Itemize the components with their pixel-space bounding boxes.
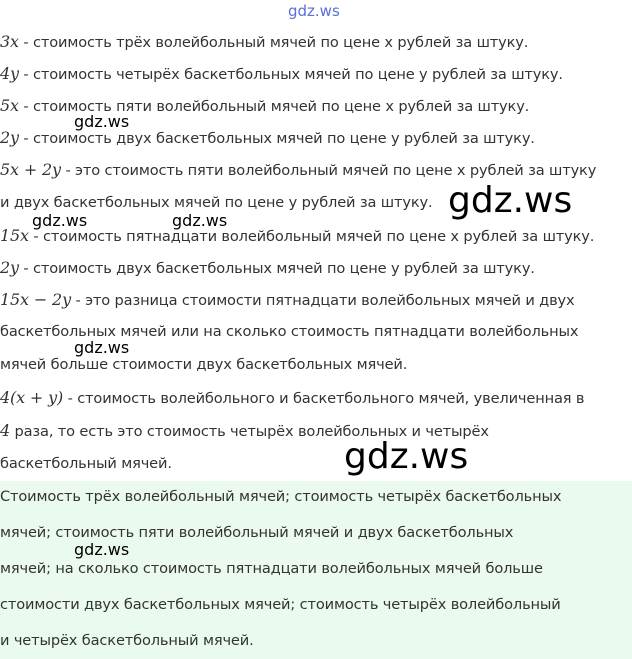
math-expression: 2y bbox=[0, 128, 19, 147]
math-expression: 4(x + y) bbox=[0, 388, 64, 407]
solution-line bbox=[0, 388, 584, 409]
answer-line: мячей; стоимость пяти волейбольный мячей и двух баскетбольных bbox=[0, 524, 514, 541]
line-text: - стоимость волейбольного и баскетбольного мячей, увеличенная в bbox=[63, 390, 585, 407]
math-expression: 5x bbox=[0, 96, 19, 115]
line-text: баскетбольных мячей или на сколько стоимость пятнадцати волейбольных bbox=[0, 323, 579, 340]
math-expression: 5x + 2y bbox=[0, 160, 61, 179]
solution-line bbox=[0, 258, 535, 279]
solution-line bbox=[0, 160, 596, 181]
line-text: раза, то есть это стоимость четырёх волейбольных и четырёх bbox=[10, 423, 489, 440]
math-expression: 15x bbox=[0, 226, 29, 245]
watermark: gdz.ws bbox=[32, 211, 88, 230]
answer-line: и четырёх баскетбольный мячей. bbox=[0, 632, 254, 649]
watermark: gdz.ws bbox=[172, 211, 228, 230]
solution-line bbox=[0, 128, 535, 149]
math-expression: 4 bbox=[0, 421, 11, 440]
line-text: - стоимость двух баскетбольных мячей по цене y рублей за штуку. bbox=[18, 260, 535, 277]
line-text: и двух баскетбольных мячей по цене y рублей за штуку. bbox=[0, 194, 433, 211]
watermark: gdz.ws bbox=[448, 180, 573, 221]
watermark: gdz.ws bbox=[74, 338, 130, 357]
solution-line bbox=[0, 32, 528, 53]
line-text: - стоимость четырёх баскетбольных мячей по цене y рублей за штуку. bbox=[18, 66, 563, 83]
solution-line bbox=[0, 226, 594, 247]
watermark: gdz.ws bbox=[288, 2, 340, 20]
line-text: - это стоимость пяти волейбольный мячей по цене x рублей за штуку bbox=[60, 162, 597, 179]
solution-line bbox=[0, 193, 432, 213]
line-text: мячей больше стоимости двух баскетбольных мячей. bbox=[0, 356, 408, 373]
solution-line bbox=[0, 454, 172, 474]
answer-line: Стоимость трёх волейбольный мячей; стоимость четырёх баскетбольных bbox=[0, 488, 562, 505]
line-text: - стоимость пятнадцати волейбольный мячей по цене x рублей за штуку. bbox=[28, 228, 595, 245]
solution-line bbox=[0, 64, 563, 85]
math-expression: 3x bbox=[0, 32, 19, 51]
line-text: - это разница стоимости пятнадцати волейбольных мячей и двух bbox=[70, 292, 575, 309]
line-text: - стоимость двух баскетбольных мячей по цене y рублей за штуку. bbox=[18, 130, 535, 147]
solution-line bbox=[0, 355, 407, 375]
line-text: баскетбольный мячей. bbox=[0, 455, 172, 472]
solution-line bbox=[0, 290, 575, 311]
math-expression: 2y bbox=[0, 258, 19, 277]
math-expression: 4y bbox=[0, 64, 19, 83]
line-text: - стоимость трёх волейбольный мячей по цене x рублей за штуку. bbox=[18, 34, 529, 51]
answer-block bbox=[0, 481, 632, 659]
watermark: gdz.ws bbox=[344, 436, 469, 477]
math-expression: 15x − 2y bbox=[0, 290, 71, 309]
answer-line: мячей; на сколько стоимость пятнадцати волейбольных мячей больше bbox=[0, 560, 543, 577]
watermark: gdz.ws bbox=[74, 112, 130, 131]
line-text: - стоимость пяти волейбольный мячей по цене x рублей за штуку. bbox=[18, 98, 530, 115]
answer-line: стоимости двух баскетбольных мячей; стоимость четырёх волейбольный bbox=[0, 596, 561, 613]
watermark: gdz.ws bbox=[74, 540, 130, 559]
